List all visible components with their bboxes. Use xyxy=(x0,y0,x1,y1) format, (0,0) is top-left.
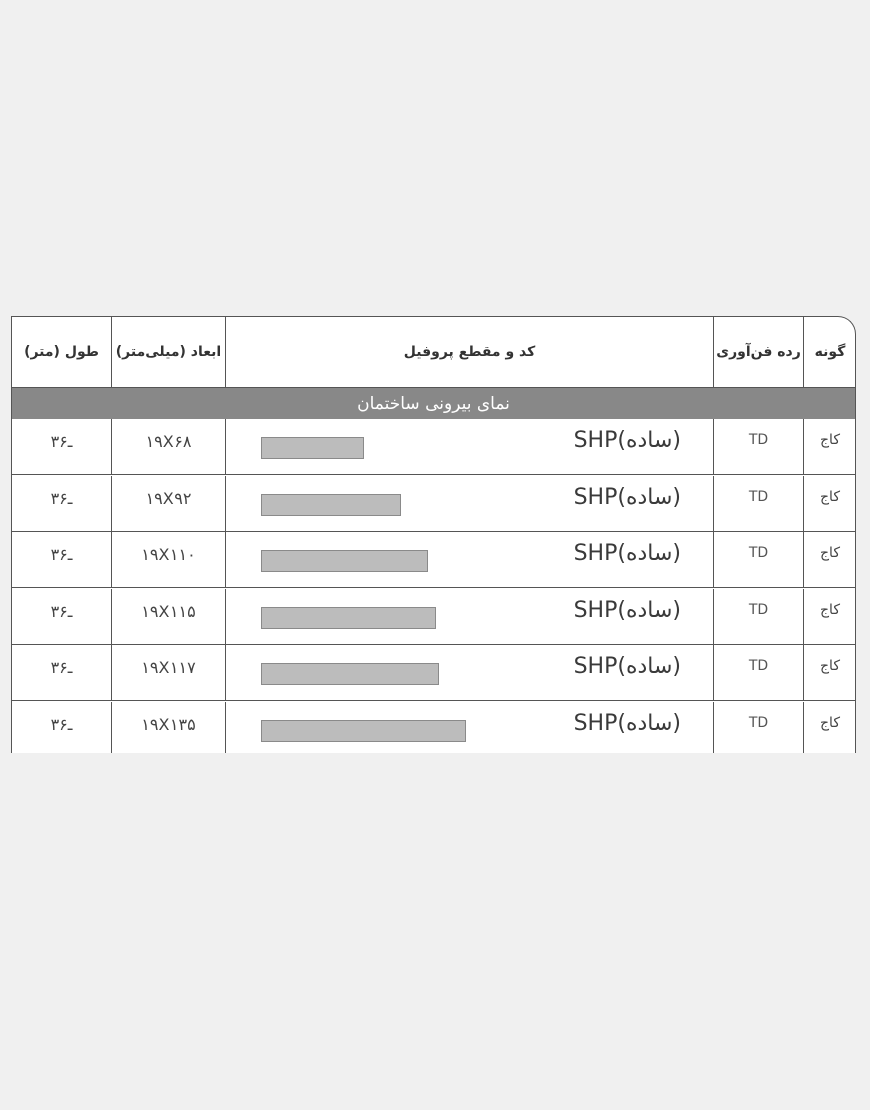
cell-type xyxy=(804,645,856,700)
cell-type xyxy=(804,476,856,531)
cell-class-text: TD xyxy=(748,658,769,674)
cell-length-text: ۳ـ۶ xyxy=(50,432,73,451)
table-row xyxy=(12,702,855,754)
cell-class xyxy=(714,702,804,754)
cell-type xyxy=(804,702,856,754)
cell-class-text: TD xyxy=(748,488,769,505)
profile-table xyxy=(11,316,856,753)
profile-section-bar xyxy=(261,494,401,516)
cell-length-text: ۳ـ۶ xyxy=(50,658,73,677)
cell-dimensions xyxy=(112,645,226,700)
cell-length-text: ۳ـ۶ xyxy=(50,601,73,621)
profile-code-label: SHP(ساده) xyxy=(573,541,681,566)
cell-length-text: ۳ـ۶ xyxy=(50,714,73,734)
cell-code xyxy=(226,645,714,700)
cell-code xyxy=(226,589,714,644)
cell-dimensions-text: ۱۹X۱۱۷ xyxy=(141,658,196,677)
header-dimensions: ابعاد (میلی‌متر) xyxy=(112,317,226,387)
table-row xyxy=(12,589,855,645)
header-length: طول (متر) xyxy=(12,317,112,387)
header-type: گونه xyxy=(814,344,846,360)
header-code: کد و مقطع پروفیل xyxy=(226,317,714,387)
cell-class-text: TD xyxy=(748,714,769,731)
table-header-row xyxy=(12,317,855,388)
profile-code-label: SHP(ساده) xyxy=(573,654,681,679)
profile-code-label: SHP(ساده) xyxy=(573,484,681,510)
profile-section-bar xyxy=(261,550,428,572)
profile-section-bar xyxy=(261,720,466,742)
cell-class xyxy=(714,645,804,700)
cell-dimensions-text: ۱۹X۱۱۵ xyxy=(141,601,196,621)
profile-code-label: SHP(ساده) xyxy=(573,428,681,453)
profile-section-bar xyxy=(261,607,436,629)
cell-dimensions xyxy=(112,532,226,587)
cell-code xyxy=(226,419,714,474)
cell-length-text: ۳ـ۶ xyxy=(50,488,73,508)
table-row xyxy=(12,419,855,475)
cell-type-text: کاج xyxy=(820,432,840,448)
profile-section-bar xyxy=(261,437,364,459)
cell-type-text: کاج xyxy=(820,545,840,561)
cell-code xyxy=(226,702,714,754)
cell-type xyxy=(804,419,856,474)
cell-class xyxy=(714,419,804,474)
table-row xyxy=(12,532,855,588)
profile-code-label: SHP(ساده) xyxy=(573,710,681,736)
profile-section-bar xyxy=(261,663,439,685)
cell-length-text: ۳ـ۶ xyxy=(50,545,73,564)
cell-dimensions xyxy=(112,702,226,754)
table-row xyxy=(12,476,855,532)
table-row xyxy=(12,645,855,701)
cell-class xyxy=(714,589,804,644)
cell-dimensions-text: ۱۹X۱۳۵ xyxy=(141,714,196,734)
profile-code-label: SHP(ساده) xyxy=(573,597,681,623)
cell-dimensions xyxy=(112,476,226,531)
cell-class-text: TD xyxy=(748,432,769,448)
cell-class-text: TD xyxy=(748,545,769,561)
cell-length xyxy=(12,476,112,531)
cell-length xyxy=(12,419,112,474)
cell-code xyxy=(226,476,714,531)
cell-length xyxy=(12,645,112,700)
cell-length xyxy=(12,702,112,754)
cell-dimensions-text: ۱۹X۹۲ xyxy=(145,488,192,508)
cell-class-text: TD xyxy=(748,601,769,618)
cell-dimensions-text: ۱۹X۱۱۰ xyxy=(141,545,196,564)
cell-type-text: کاج xyxy=(820,488,840,505)
cell-type xyxy=(804,532,856,587)
header-class: رده فن‌آوری xyxy=(714,317,804,387)
section-title: نمای بیرونی ساختمان xyxy=(12,388,855,419)
cell-type-text: کاج xyxy=(820,601,840,618)
cell-dimensions-text: ۱۹X۶۸ xyxy=(145,432,192,451)
cell-class xyxy=(714,476,804,531)
cell-type-text: کاج xyxy=(820,658,840,674)
cell-type xyxy=(804,589,856,644)
cell-dimensions xyxy=(112,419,226,474)
cell-class xyxy=(714,532,804,587)
cell-type-text: کاج xyxy=(820,714,840,731)
cell-length xyxy=(12,532,112,587)
cell-dimensions xyxy=(112,589,226,644)
cell-code xyxy=(226,532,714,587)
cell-length xyxy=(12,589,112,644)
